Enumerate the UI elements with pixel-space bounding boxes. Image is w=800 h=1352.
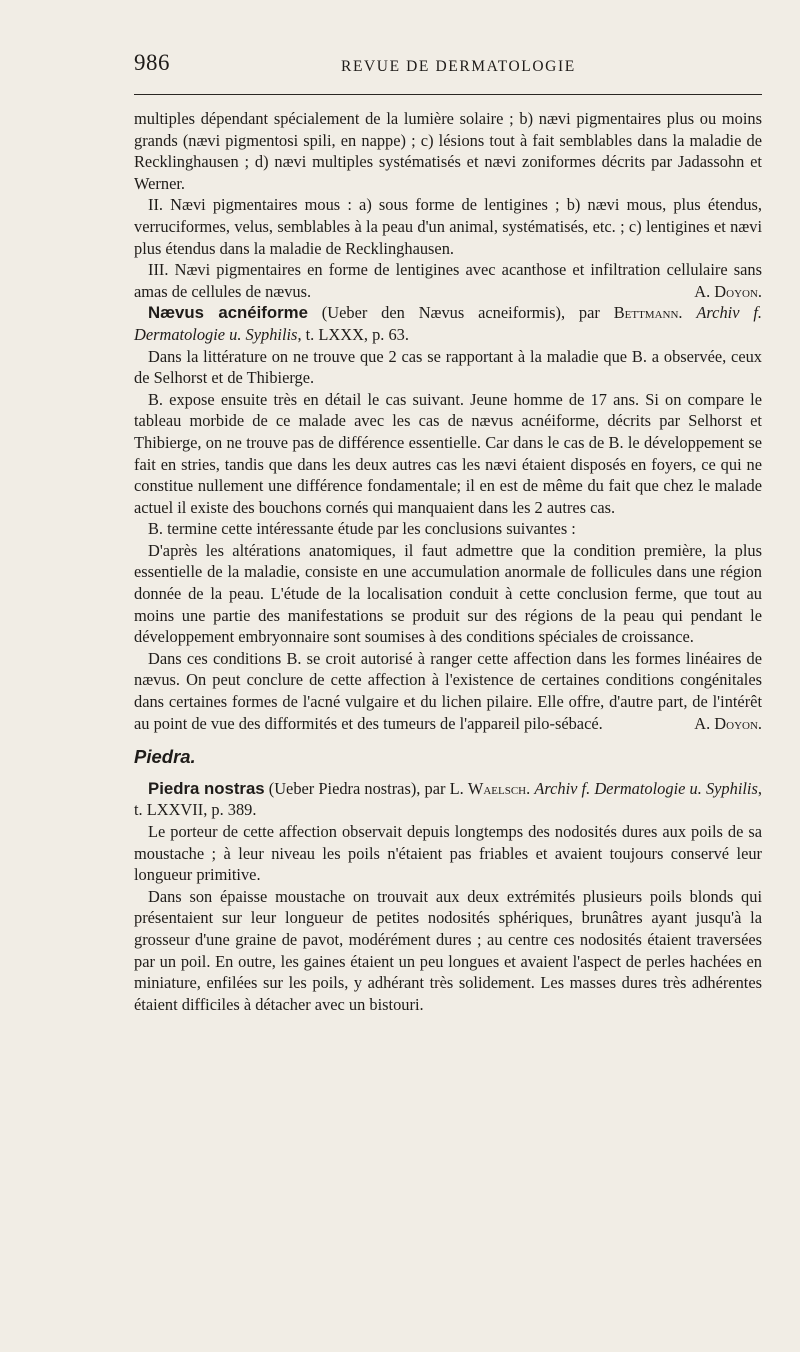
paragraph: II. Nævi pigmentaires mous : a) sous forme de lentigines ; b) nævi mous, plus étendus, verruciformes, velus, semblables à la peau d'un animal, systématisés, etc. ; c) lentigines et nævi plus étendus dans la maladie de Recklinghausen. [134,195,762,258]
page-header [134,48,762,88]
author-signature: A. Doyon. [694,713,762,733]
section-heading: Piedra. [134,746,196,768]
page-number: 986 [134,50,170,75]
paragraph: D'après les altérations anatomiques, il faut admettre que la condition première, la plus essentielle de la maladie, consiste en une accumulation anormale de follicules dans une région donnée de la peau. L'étude de la localisation conduit à cette conclusion ferme, que tout au moins une partie des manifestations se produit sur des régions de la peau qui pendant le développement embryonnaire sont soumises à des conditions spéciales de croissance. [134,540,762,647]
paragraph: Le porteur de cette affection observait depuis longtemps des nodosités dures aux poils de sa moustache ; à leur niveau les poils n'étaient pas friables et avaient toujours conservé leur longueur primitive. [134,822,762,885]
article-reference: (Ueber Piedra nostras), par L. [264,778,468,798]
journal-name: Archiv f. Dermatologie u. Syphilis [134,303,762,344]
paragraph-text: III. Nævi pigmentaires en forme de lentigines avec acanthose et infiltration cellulaire sans amas de cellules de nævus. [134,260,762,301]
article-title: Nævus acnéiforme [148,303,308,323]
paragraph [134,648,762,734]
paragraph: Dans la littérature on ne trouve que 2 cas se rapportant à la maladie que B. a observée, ceux de Selhorst et de Thibierge. [134,346,762,388]
article-heading [134,302,762,345]
article-body [134,108,762,1015]
author-signature: A. Doyon. [694,281,762,301]
header-rule [134,94,762,95]
paragraph: B. termine cette intéressante étude par les conclusions suivantes : [148,519,576,539]
paragraph: Dans son épaisse moustache on trouvait aux deux extrémités plusieurs poils blonds qui présentaient sur leur longueur de petites nodosités sphériques, brunâtres ayant jusqu'à la grosseur d'une graine de pavot, modérément dures ; au centre ces nodosités étaient traversées par un poil. En outre, les gaines étaient un peu longues et avaient l'aspect de perles hachées en miniature, enfilées sur les poils, y adhérant très solidement. Les masses dures très adhérentes étaient difficiles à détacher avec un bistouri. [134,886,762,1014]
article-author: Waelsch. [467,778,531,798]
article-title: Piedra nostras [148,778,265,798]
journal-volume: , t. LXXVII, p. 389. [134,778,762,820]
paragraph-text: Dans ces conditions B. se croit autorisé à ranger cette affection dans les formes linéaires de nævus. On peut conclure de cette affection à l'existence de certaines conditions congénitales dans certaines formes de l'acné vulgaire et du lichen pilaire. Elle offre, d'autre part, de l'intérêt au point de vue des difformités et des tumeurs de l'appareil pilo-sébacé. [134,648,762,733]
journal-name: Archiv f. Dermatologie u. Syphilis [534,778,758,798]
article-author: Bettmann. [613,303,683,323]
running-title: REVUE DE DERMATOLOGIE [341,58,576,75]
article-reference: (Ueber den Nævus acneiformis), par [307,303,614,323]
journal-volume: , t. LXXX, p. 63. [297,324,409,344]
article-heading [134,778,762,821]
paragraph-continued: multiples dépendant spécialement de la lumière solaire ; b) nævi pigmentaires plus ou moins grands (nævi pigmentosi spili, en nappe) ; c) lésions tout à fait semblables dans la maladie de Recklinghausen ; d) nævi multiples systématisés et nævi zoniformes décrits par Jadassohn et Werner. [134,109,762,193]
paragraph: B. expose ensuite très en détail le cas suivant. Jeune homme de 17 ans. Si on compare le tableau morbide de ce malade avec les cas de nævus acnéiforme, décrits par Selhorst et Thibierge, on ne trouve pas de différence essentielle. Car dans le cas de B. le développement se fait en stries, tandis que dans les deux autres cas les nævi étaient disposés en foyers, ce qui ne constitue nullement une différence fondamentale; il en est de même du fait que chez le malade actuel il existe des bouchons cornés qui manquaient dans les 2 autres cas. [134,389,762,517]
paragraph [134,259,762,302]
